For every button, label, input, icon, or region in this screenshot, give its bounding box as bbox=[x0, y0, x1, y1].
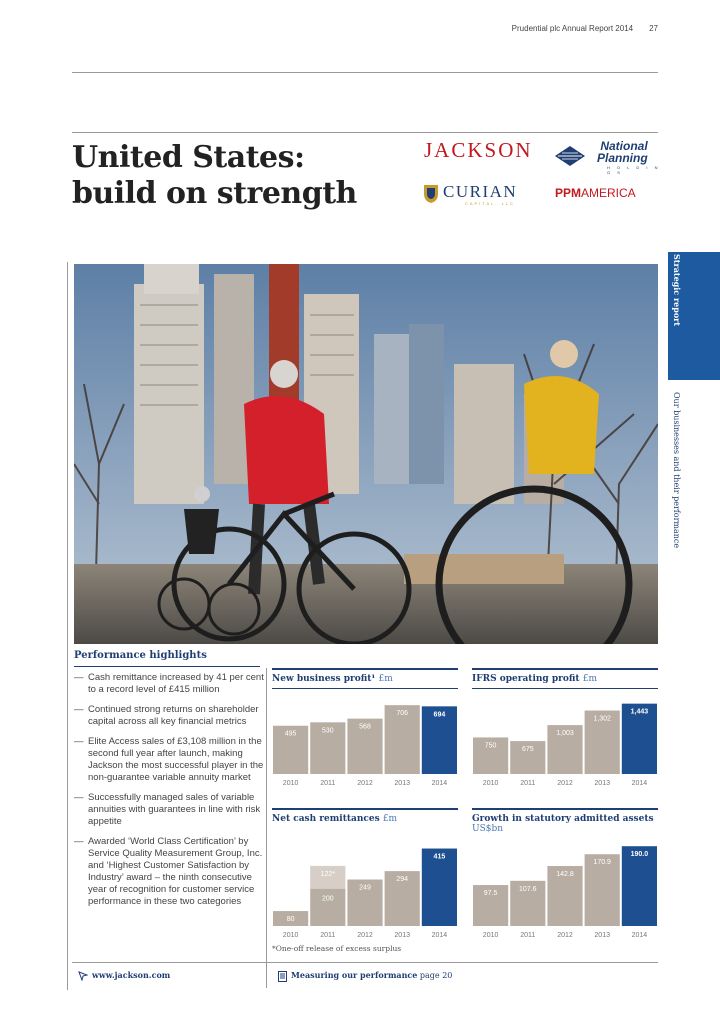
chart-title-text: Growth in statutory admitted assets bbox=[472, 814, 654, 824]
curian-sub: CAPITAL, LLC bbox=[465, 201, 515, 206]
npa-line-2: Planning bbox=[597, 151, 648, 165]
website-text[interactable]: www.jackson.com bbox=[92, 970, 171, 980]
bar-label: 568 bbox=[359, 723, 371, 731]
chart-title bbox=[272, 814, 397, 824]
bar-label: 675 bbox=[521, 746, 534, 754]
list-item: — Successfully managed sales of variable annuities with guarantees in line with risk appetite bbox=[74, 792, 261, 827]
jackson-website-link[interactable] bbox=[78, 970, 170, 981]
page-title bbox=[72, 140, 357, 212]
bar-label: 750 bbox=[484, 742, 497, 750]
list-item: — Elite Access sales of £3,108 million in the second full year after launch, making Jackson the most successful player in the non-guarantee variable annuity market bbox=[74, 736, 264, 783]
new-business-profit-chart bbox=[272, 668, 458, 798]
x-tick-label: 2010 bbox=[482, 932, 499, 939]
footer-rule bbox=[72, 962, 658, 963]
middle-frame-rule bbox=[266, 668, 267, 988]
net-cash-remittances-chart bbox=[272, 808, 458, 938]
ifrs-operating-profit-chart bbox=[472, 668, 658, 798]
list-item: — Continued strong returns on shareholder capital across all key financial metrics bbox=[74, 704, 259, 727]
bar-label: 294 bbox=[396, 876, 409, 884]
x-tick-label: 2014 bbox=[431, 780, 448, 787]
chart-title bbox=[272, 674, 393, 684]
npa-sub: H O L D I N G S bbox=[607, 165, 661, 175]
curian-name: CURIAN bbox=[443, 182, 518, 201]
chart-title-text: New business profit¹ bbox=[272, 674, 376, 684]
x-tick-label: 2011 bbox=[520, 932, 536, 939]
x-tick-label: 2012 bbox=[357, 932, 373, 939]
curian-logo bbox=[423, 182, 533, 212]
side-tab-label[interactable]: Strategic report bbox=[672, 254, 682, 327]
chart-svg bbox=[472, 692, 658, 788]
bar-label: 415 bbox=[433, 853, 446, 861]
cyclists-photo bbox=[74, 264, 658, 644]
npa-diamond-icon bbox=[555, 146, 585, 166]
bar-label: 249 bbox=[359, 884, 371, 892]
x-tick-label: 2010 bbox=[482, 780, 499, 787]
measuring-performance-link[interactable] bbox=[278, 970, 452, 982]
ppm-text: PPM bbox=[555, 186, 582, 200]
npa-name bbox=[597, 140, 648, 164]
title-line-2: build on strength bbox=[72, 176, 357, 211]
bar-label: 80 bbox=[286, 916, 295, 924]
bullet-text: Continued strong returns on shareholder capital across all key financial metrics bbox=[88, 704, 259, 727]
chart-unit: £m bbox=[382, 814, 398, 824]
x-tick-label: 2013 bbox=[394, 932, 410, 939]
curian-shield-icon bbox=[423, 184, 439, 204]
chart-subrule bbox=[272, 688, 458, 689]
bar-label: 1,443 bbox=[630, 708, 649, 716]
bullet-text: Successfully managed sales of variable annuities with guarantees in line with risk appetite bbox=[88, 792, 261, 827]
x-tick-label: 2013 bbox=[394, 780, 410, 787]
x-tick-label: 2011 bbox=[520, 780, 536, 787]
x-tick-label: 2014 bbox=[431, 932, 448, 939]
x-tick-label: 2012 bbox=[357, 780, 373, 787]
chart-title bbox=[472, 814, 654, 834]
x-tick-label: 2011 bbox=[320, 780, 336, 787]
bar-label: 200 bbox=[321, 895, 334, 903]
bar bbox=[310, 889, 345, 926]
chart-title-text: IFRS operating profit bbox=[472, 674, 580, 684]
x-tick-label: 2010 bbox=[282, 932, 299, 939]
statutory-assets-chart bbox=[472, 808, 658, 938]
bullet-text: Elite Access sales of £3,108 million in the second full year after launch, making Jackson the most successful player in the non-guarantee variable annuity market bbox=[88, 736, 264, 783]
document-icon bbox=[278, 971, 287, 982]
running-header bbox=[512, 24, 658, 33]
x-tick-label: 2010 bbox=[282, 780, 299, 787]
report-name: Prudential plc Annual Report 2014 bbox=[511, 24, 634, 33]
performance-rule bbox=[74, 666, 260, 667]
bar-label: 495 bbox=[284, 730, 297, 738]
chart-svg bbox=[272, 692, 458, 788]
bar-label: 190.0 bbox=[630, 851, 649, 859]
bar-label: 530 bbox=[321, 727, 334, 735]
chart-rule bbox=[272, 668, 458, 670]
x-tick-label: 2012 bbox=[557, 780, 573, 787]
ppm-america-logo bbox=[555, 186, 636, 200]
bullet-text: Awarded ‘World Class Certification’ by Service Quality Measurement Group, Inc. and ‘Highest Customer Satisfaction by Industry’ award – the ninth consecutive year of recognition for customer service performance in these two categories bbox=[88, 836, 263, 907]
x-tick-label: 2013 bbox=[594, 780, 610, 787]
chart-rule bbox=[272, 808, 458, 810]
title-line-1: United States: bbox=[72, 140, 305, 175]
x-tick-label: 2013 bbox=[594, 932, 610, 939]
cursor-arrow-icon bbox=[78, 971, 88, 981]
measure-page-text[interactable]: page 20 bbox=[417, 971, 453, 980]
page-number: 27 bbox=[649, 24, 658, 33]
national-planning-logo bbox=[555, 140, 665, 180]
x-tick-label: 2014 bbox=[631, 932, 648, 939]
x-tick-label: 2011 bbox=[320, 932, 336, 939]
bar-label: 706 bbox=[396, 710, 409, 718]
npa-line-1: National bbox=[600, 139, 648, 153]
bar-label: 1,003 bbox=[556, 730, 574, 738]
photo-illustration bbox=[74, 264, 658, 644]
chart-unit: £m bbox=[582, 674, 597, 684]
measure-bold-text[interactable]: Measuring our performance bbox=[291, 970, 418, 980]
performance-heading: Performance highlights bbox=[74, 650, 207, 661]
chart-svg bbox=[472, 838, 658, 940]
chart-footnote: *One-off release of excess surplus bbox=[272, 944, 402, 953]
chart-rule bbox=[472, 808, 658, 810]
bar-label: 97.5 bbox=[483, 890, 498, 898]
bar-label: 107.6 bbox=[519, 885, 537, 893]
bar-label: 170.9 bbox=[593, 859, 611, 867]
bullet-text: Cash remittance increased by 41 per cent to a record level of £415 million bbox=[88, 672, 264, 695]
chart-subrule bbox=[472, 688, 658, 689]
jackson-logo: JACKSON bbox=[424, 138, 533, 162]
list-item: — Awarded ‘World Class Certification’ by Service Quality Measurement Group, Inc. and ‘Highest Customer Satisfaction by Industry’ award – the ninth consecutive year of recognition for customer service performance in these two categories bbox=[74, 836, 263, 907]
bar-label: 694 bbox=[433, 711, 446, 719]
bar-label: 142.8 bbox=[556, 871, 574, 879]
chart-svg bbox=[272, 838, 458, 940]
x-tick-label: 2014 bbox=[631, 780, 648, 787]
performance-bullets bbox=[74, 672, 266, 916]
side-section-label: Our businesses and their performance bbox=[672, 392, 681, 549]
list-item: — Cash remittance increased by 41 per cent to a record level of £415 million bbox=[74, 672, 264, 695]
chart-unit: £m bbox=[378, 674, 393, 684]
chart-title-text: Net cash remittances bbox=[272, 814, 380, 824]
x-tick-label: 2012 bbox=[557, 932, 573, 939]
bar-label: 1,302 bbox=[593, 715, 611, 723]
left-frame-rule bbox=[67, 262, 68, 990]
header-rule bbox=[72, 72, 658, 73]
bar-extra-label: 122* bbox=[320, 870, 336, 878]
chart-title bbox=[472, 674, 597, 684]
america-text: AMERICA bbox=[581, 186, 636, 200]
chart-unit: US$bn bbox=[472, 824, 504, 834]
title-rule bbox=[72, 132, 658, 133]
chart-rule bbox=[472, 668, 658, 670]
